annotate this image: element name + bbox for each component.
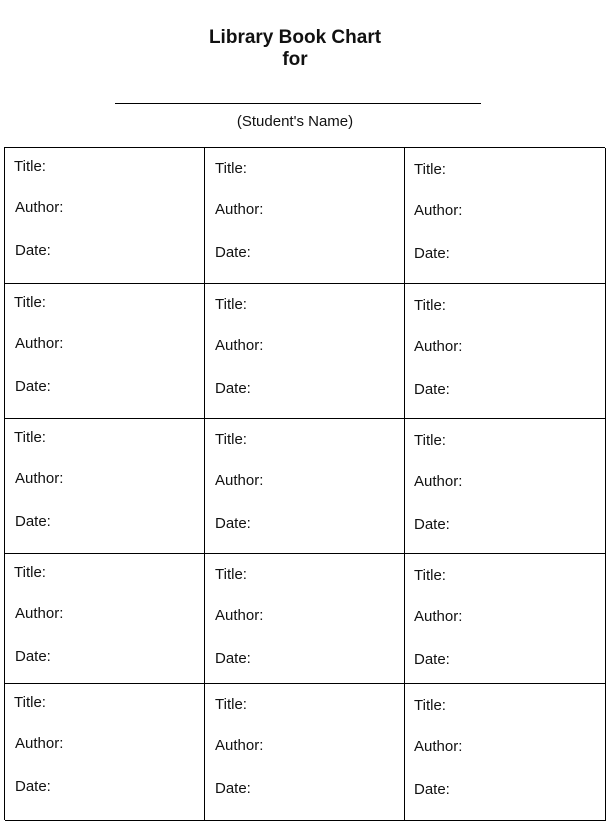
title-label: Title: <box>215 431 247 448</box>
book-entry-cell <box>5 554 205 684</box>
book-entry-cell <box>5 684 205 821</box>
date-label: Date: <box>15 513 51 530</box>
author-label: Author: <box>215 337 264 354</box>
page-title <box>0 27 590 71</box>
author-label: Author: <box>215 737 264 754</box>
author-label: Author: <box>215 472 264 489</box>
book-entry-cell <box>405 684 606 821</box>
author-label: Author: <box>215 607 264 624</box>
date-label: Date: <box>15 242 51 259</box>
date-label: Date: <box>215 380 251 397</box>
title-label: Title: <box>14 294 46 311</box>
date-label: Date: <box>15 778 51 795</box>
title-line-2: for <box>282 49 308 70</box>
title-label: Title: <box>14 694 46 711</box>
date-label: Date: <box>15 648 51 665</box>
title-label: Title: <box>414 697 446 714</box>
title-label: Title: <box>14 158 46 175</box>
title-label: Title: <box>414 161 446 178</box>
student-name-caption: (Student's Name) <box>236 113 354 130</box>
title-label: Title: <box>215 296 247 313</box>
date-label: Date: <box>215 780 251 797</box>
date-label: Date: <box>215 244 251 261</box>
author-label: Author: <box>15 335 64 352</box>
author-label: Author: <box>414 202 463 219</box>
title-label: Title: <box>215 566 247 583</box>
author-label: Author: <box>15 605 64 622</box>
book-entry-cell <box>5 148 205 284</box>
book-entry-cell <box>5 419 205 554</box>
title-line-1: Library Book Chart <box>208 27 382 48</box>
author-label: Author: <box>15 470 64 487</box>
author-label: Author: <box>414 338 463 355</box>
book-entry-cell <box>405 148 606 284</box>
author-label: Author: <box>414 738 463 755</box>
title-label: Title: <box>414 567 446 584</box>
book-entry-cell <box>5 284 205 419</box>
book-chart-grid <box>4 147 605 820</box>
date-label: Date: <box>215 515 251 532</box>
title-label: Title: <box>215 160 247 177</box>
author-label: Author: <box>15 199 64 216</box>
date-label: Date: <box>15 378 51 395</box>
book-entry-cell <box>405 554 606 684</box>
date-label: Date: <box>215 650 251 667</box>
author-label: Author: <box>15 735 64 752</box>
book-entry-cell <box>405 419 606 554</box>
author-label: Author: <box>414 473 463 490</box>
book-entry-cell <box>205 684 405 821</box>
author-label: Author: <box>215 201 264 218</box>
title-label: Title: <box>14 564 46 581</box>
title-label: Title: <box>215 696 247 713</box>
title-label: Title: <box>414 297 446 314</box>
title-label: Title: <box>14 429 46 446</box>
book-entry-cell <box>405 284 606 419</box>
book-entry-cell <box>205 148 405 284</box>
book-entry-cell <box>205 554 405 684</box>
book-entry-cell <box>205 284 405 419</box>
book-entry-cell <box>205 419 405 554</box>
date-label: Date: <box>414 516 450 533</box>
title-label: Title: <box>414 432 446 449</box>
date-label: Date: <box>414 245 450 262</box>
date-label: Date: <box>414 651 450 668</box>
date-label: Date: <box>414 381 450 398</box>
date-label: Date: <box>414 781 450 798</box>
author-label: Author: <box>414 608 463 625</box>
student-name-line <box>115 103 481 104</box>
